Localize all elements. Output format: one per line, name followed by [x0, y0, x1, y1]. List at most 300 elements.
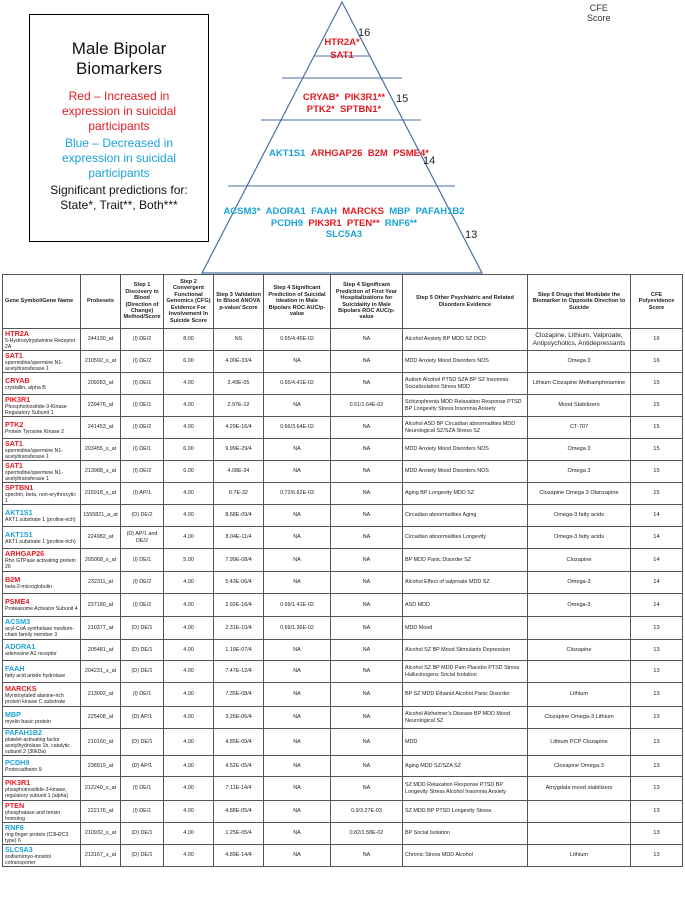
cell-step3: 4.85E-09/4	[214, 729, 264, 756]
cell-step3: 8.68E-09/4	[214, 505, 264, 527]
cell-step3: 3.26E-06/4	[214, 707, 264, 729]
cell-step2: 4.00	[164, 617, 214, 640]
cell-step1: (I) DE/1	[121, 801, 164, 823]
cell-step4b: NA	[331, 707, 403, 729]
cell-step1: (I) DE/2	[121, 329, 164, 351]
cell-gene	[3, 505, 81, 527]
cell-step6: Omega 3	[528, 461, 631, 483]
pyramid-tier-row	[216, 206, 472, 218]
cell-step1: (D) AP/1 and DE/2	[121, 527, 164, 549]
cell-gene	[3, 823, 81, 845]
table-row	[3, 395, 683, 417]
cell-gene	[3, 483, 81, 505]
gene-symbol: PAFAH1B2	[5, 728, 43, 737]
cell-step2: 4.00	[164, 483, 214, 505]
cell-step2: 5.00	[164, 549, 214, 572]
cell-probeset: 224982_at	[81, 527, 121, 549]
cell-step2: 4.00	[164, 729, 214, 756]
pyramid-gene: PTEN**	[346, 217, 380, 229]
cell-step5: SZ MDD BP PTSD Longevity Stress	[403, 801, 528, 823]
cell-step6: Omega-3 fatty acids	[528, 505, 631, 527]
cell-gene	[3, 661, 81, 683]
cell-gene	[3, 594, 81, 617]
gene-name: acyl-CoA synthetase medium-chain family member 3	[5, 626, 74, 638]
pyramid-gene: PAFAH1B2	[415, 206, 465, 217]
gene-symbol: MARCKS	[5, 683, 37, 693]
cell-step1: (D) DE/1	[121, 845, 164, 867]
cell-probeset: 222176_at	[81, 801, 121, 823]
cell-cfe: 13	[631, 617, 683, 640]
cell-gene	[3, 801, 81, 823]
cell-cfe: 13	[631, 683, 683, 707]
pyramid-tier-row	[292, 36, 392, 49]
cell-cfe: 14	[631, 505, 683, 527]
cell-cfe: 13	[631, 777, 683, 801]
table-row	[3, 461, 683, 483]
table-header-cell: Step 4 Significant Prediction of First Year Hospitalizations for Suicidality in Male Bipolars ROC AUC/p-value	[331, 275, 403, 329]
cell-step4a: NA	[264, 823, 331, 845]
cell-gene	[3, 351, 81, 373]
gene-name: AKT1 substrate 1 (proline-rich)	[5, 538, 76, 545]
gene-name: phosphoinositide-3-kinase, regulatory subunit 1 (alpha)	[5, 786, 69, 799]
cell-step1: (D) DE/1	[121, 640, 164, 661]
gene-name: platelet-activating factor acetylhydrolase 1b, catalytic subunit 2 (30kDa)	[5, 737, 70, 755]
gene-name: fatty acid amide hydrolase	[5, 672, 66, 679]
cell-step4b: NA	[331, 439, 403, 461]
legend-sig-line: Significant predictions for:	[50, 183, 188, 197]
table-row	[3, 801, 683, 823]
cell-probeset: 210592_s_at	[81, 351, 121, 373]
gene-name: AKT1 substrate 1 (proline-rich)	[5, 516, 76, 523]
cell-step1: (D) DE/1	[121, 729, 164, 756]
cell-step6	[528, 801, 631, 823]
cell-step4b: NA	[331, 351, 403, 373]
table-row	[3, 617, 683, 640]
cell-cfe: 14	[631, 549, 683, 572]
cell-step1: (I) DE/2	[121, 417, 164, 439]
cell-step1: (D) AP/1	[121, 707, 164, 729]
cell-step4b: NA	[331, 729, 403, 756]
cell-step4b: 0.9/3.27E-03	[331, 801, 403, 823]
pyramid-gene: B2M	[367, 148, 388, 159]
cell-step1: (I) AP/1	[121, 483, 164, 505]
cfe-label-line2: Score	[587, 13, 611, 23]
cell-gene	[3, 572, 81, 594]
cell-step4a: 0.69/1.36E-02	[264, 617, 331, 640]
cell-cfe: 13	[631, 756, 683, 777]
cell-probeset: 204231_s_at	[81, 661, 121, 683]
cell-step5: BP MDD Panic Disorder SZ	[403, 549, 528, 572]
cell-probeset: 232311_at	[81, 572, 121, 594]
pyramid-tier-score: 16	[358, 27, 371, 39]
cell-step2: 4.00	[164, 845, 214, 867]
gene-symbol: AKT1S1	[5, 507, 33, 517]
cell-gene	[3, 777, 81, 801]
pyramid-gene: SLC5A3	[325, 229, 363, 240]
pyramid-gene: RNF6**	[384, 217, 418, 229]
pyramid-tier-score: 14	[423, 155, 436, 167]
cell-step6: Omega 3	[528, 439, 631, 461]
pyramid-tier-row	[216, 218, 472, 230]
pyramid-gene: ACSM3*	[223, 206, 261, 217]
table-row	[3, 483, 683, 505]
cell-step3: 7.35E-08/4	[214, 683, 264, 707]
cell-step2: 4.00	[164, 801, 214, 823]
pyramid-gene: MBP	[389, 206, 411, 217]
pyramid-gene: PCDH9	[270, 217, 304, 229]
gene-symbol: ARHGAP26	[5, 549, 45, 558]
gene-symbol: ADORA1	[5, 642, 36, 651]
cell-step6: Omega-3	[528, 594, 631, 617]
cell-step6: Amygdala mood stabilizers	[528, 777, 631, 801]
cell-step5: MDD Anxiety Mood Disorders NOS	[403, 439, 528, 461]
pyramid-gene: FAAH	[311, 206, 337, 217]
cell-step3: 4.88E-05/4	[214, 801, 264, 823]
cell-step6: Clozapine Omega-3	[528, 756, 631, 777]
cell-step3: 4.00E-33/4	[214, 351, 264, 373]
cell-cfe: 16	[631, 351, 683, 373]
table-row	[3, 594, 683, 617]
cell-step1: (D) AP/1	[121, 756, 164, 777]
cell-step3: 7.99E-08/4	[214, 549, 264, 572]
gene-name: spermidine/spermine N1-acetyltransferase 1	[5, 359, 63, 372]
cell-step2: 4.00	[164, 756, 214, 777]
pyramid-tier-row	[292, 49, 392, 62]
cell-step4b: NA	[331, 527, 403, 549]
table-row	[3, 329, 683, 351]
cell-probeset: 203455_s_at	[81, 439, 121, 461]
cell-step5: Circadian abnormalities Aging	[403, 505, 528, 527]
cell-step1: (D) DE/2	[121, 505, 164, 527]
table-row	[3, 845, 683, 867]
cell-step1: (I) DE/1	[121, 395, 164, 417]
pyramid-gene: ADORA1	[265, 206, 306, 217]
table-header-cell: Gene Symbol/Gene Name	[3, 275, 81, 329]
cell-step5: ASD MDD	[403, 594, 528, 617]
cell-cfe: 15	[631, 483, 683, 505]
biomarker-table	[2, 274, 683, 867]
cell-step5: MDD	[403, 729, 528, 756]
cell-step2: 8.00	[164, 329, 214, 351]
table-header-cell: Step 6 Drugs that Modulate the Biomarker in Opposite Direction to Suicide	[528, 275, 631, 329]
pyramid-gene: PTK2*	[306, 104, 335, 115]
cell-gene	[3, 756, 81, 777]
table-row	[3, 661, 683, 683]
cell-step4a: NA	[264, 461, 331, 483]
cell-step1: (I) DE/2	[121, 572, 164, 594]
cell-step4a: NA	[264, 395, 331, 417]
cell-cfe: 13	[631, 640, 683, 661]
cell-step4b: NA	[331, 549, 403, 572]
gene-symbol: CRYAB	[5, 375, 30, 385]
cell-gene	[3, 329, 81, 351]
cell-step2: 4.00	[164, 594, 214, 617]
gene-name: crystallin, alpha B	[5, 384, 46, 391]
cell-step4b: NA	[331, 505, 403, 527]
cell-step3: 2.92E-16/4	[214, 594, 264, 617]
cell-step3: 6.7E-32	[214, 483, 264, 505]
table-row	[3, 729, 683, 756]
cell-step1: (I) DE/2	[121, 594, 164, 617]
cell-step1: (I) DE/2	[121, 461, 164, 483]
cell-probeset: 225408_at	[81, 707, 121, 729]
pyramid-tier-row	[216, 229, 472, 241]
cell-step1: (I) DE/1	[121, 549, 164, 572]
legend-blue-line: expression in suicidal	[61, 151, 177, 165]
cell-step2: 4.00	[164, 640, 214, 661]
gene-name: Phosphoinositide-3-Kinase Regulatory Subunit 1	[5, 403, 67, 416]
cell-step4a: NA	[264, 756, 331, 777]
table-row	[3, 683, 683, 707]
pyramid-gene: PIK3R1**	[344, 92, 386, 103]
cell-step2: 4.00	[164, 661, 214, 683]
cell-step5: BP Social Isolation	[403, 823, 528, 845]
cell-step4b: 0.82/1.58E-02	[331, 823, 403, 845]
pyramid-gene: SAT1	[330, 50, 354, 61]
gene-symbol: SPTBN1	[5, 482, 34, 492]
cfe-score-label	[587, 3, 611, 23]
gene-symbol: SAT1	[5, 438, 23, 448]
cell-step5: Autism Alcohol PTSD SZA BP SZ Insomnia Socialisolation Stress MDD	[403, 373, 528, 395]
gene-symbol: B2M	[5, 574, 21, 584]
cell-step5: Schizophrenia MDD Relaxation Response PTSD BP Longevity Stress Insomnia Anxiety	[403, 395, 528, 417]
pyramid-tier-13	[216, 206, 472, 241]
cell-step5: Aging MDD SZ/SZA SZ	[403, 756, 528, 777]
cell-step3: 4.89E-14/4	[214, 845, 264, 867]
gene-symbol: SAT1	[5, 350, 23, 360]
table-row	[3, 640, 683, 661]
table-row	[3, 439, 683, 461]
cell-step3: 2.31E-10/4	[214, 617, 264, 640]
cell-step6: Omega-3 fatty acids	[528, 527, 631, 549]
cell-step1: (I) DE/1	[121, 683, 164, 707]
gene-symbol: MBP	[5, 709, 21, 719]
cell-step5: Alcohol Alzheimer's Disease BP MDD Mood Neurological SZ	[403, 707, 528, 729]
cell-gene	[3, 845, 81, 867]
table-header-cell: Step 3 Validation in Blood ANOVA p-value/ Score	[214, 275, 264, 329]
table-header-row	[3, 275, 683, 329]
table-header-cell: Step 1 Discovery in Blood (Direction of Change) Method/Score	[121, 275, 164, 329]
gene-symbol: PTEN	[5, 800, 25, 810]
cell-step6: Omega 3	[528, 351, 631, 373]
cell-step4a: NA	[264, 549, 331, 572]
cell-cfe: 15	[631, 395, 683, 417]
cell-cfe: 13	[631, 823, 683, 845]
cell-step4a: NA	[264, 777, 331, 801]
cell-step3: 4.29E-16/4	[214, 417, 264, 439]
cell-probeset: 212240_s_at	[81, 777, 121, 801]
table-row	[3, 823, 683, 845]
pyramid-gene: PIK3R1	[308, 217, 342, 229]
cell-step5: Circadian abnormalities Longevity	[403, 527, 528, 549]
cell-step1: (I) DE/1	[121, 439, 164, 461]
cell-step4b: NA	[331, 417, 403, 439]
pyramid-tier-score: 15	[396, 93, 409, 105]
cell-step4a: NA	[264, 707, 331, 729]
pyramid-tier-row	[282, 104, 406, 116]
gene-name: Proteasome Activator Subunit 4	[5, 606, 78, 612]
cell-probeset: 205481_at	[81, 640, 121, 661]
cell-gene	[3, 729, 81, 756]
cell-probeset: 237180_at	[81, 594, 121, 617]
gene-name: beta-2-microglobulin	[5, 583, 52, 590]
cell-step2: 4.00	[164, 777, 214, 801]
cell-gene	[3, 683, 81, 707]
cell-step2: 4.00	[164, 707, 214, 729]
cell-step5: Alcohol Anxiety BP MDD SZ OCD	[403, 329, 528, 351]
cell-step3: 4.08E-34	[214, 461, 264, 483]
cell-step5: Alcohol SZ BP MDD Pain Placebo PTSD Stress Hallucinogens Social Isolation	[403, 661, 528, 683]
cell-probeset: 215918_s_at	[81, 483, 121, 505]
cell-step4a: NA	[264, 439, 331, 461]
pyramid-gene: AKT1S1	[269, 148, 306, 159]
legend-red-line: participants	[88, 119, 150, 133]
legend-blue-line: Blue – Decreased in	[64, 136, 174, 150]
legend-red-line: expression in suicidal	[61, 104, 177, 118]
cell-step3: 3.49E-05	[214, 373, 264, 395]
cell-step6: Clozapine Omega 3 Olanzapine	[528, 483, 631, 505]
cell-cfe: 15	[631, 417, 683, 439]
cell-step3: 8.04E-11/4	[214, 527, 264, 549]
table-row	[3, 707, 683, 729]
gene-symbol: PCDH9	[5, 758, 30, 767]
cell-step4b: NA	[331, 640, 403, 661]
cell-step4b: NA	[331, 594, 403, 617]
pyramid-gene: SPTBN1*	[340, 104, 382, 115]
cell-probeset: 213988_s_at	[81, 461, 121, 483]
cell-step5: Alcohol ASD BP Circadian abnormalities MDD Neurological SZ/SZA Stress SZ	[403, 417, 528, 439]
cell-probeset: 213002_at	[81, 683, 121, 707]
gene-symbol: SLC5A3	[5, 844, 33, 854]
cell-cfe: 15	[631, 461, 683, 483]
cell-step6: Lithium PCP Clozapine	[528, 729, 631, 756]
cell-gene	[3, 617, 81, 640]
cell-step3: 7.47E-12/4	[214, 661, 264, 683]
gene-symbol: HTR2A	[5, 328, 29, 338]
cell-step2: 6.00	[164, 351, 214, 373]
cell-step5: Chronic Stress MDD Alcohol	[403, 845, 528, 867]
cell-step4a: 0.65/4.45E-02	[264, 329, 331, 351]
cell-step5: Alcohol Effect of valproate MDD SZ	[403, 572, 528, 594]
cell-cfe: 15	[631, 373, 683, 395]
cell-step5: BP SZ MDD Ethanol Alcohol Panic Disorder	[403, 683, 528, 707]
cell-probeset: 238919_at	[81, 756, 121, 777]
gene-name: Myristoylated alanine-rich protein kinase C substrate	[5, 692, 66, 705]
cell-step1: (I) DE/1	[121, 777, 164, 801]
cell-step4b: NA	[331, 777, 403, 801]
pyramid-gene: PSME4*	[393, 148, 429, 159]
cell-step1: (D) DE/1	[121, 617, 164, 640]
table-row	[3, 417, 683, 439]
cell-probeset: 1555821_a_at	[81, 505, 121, 527]
cell-cfe: 14	[631, 572, 683, 594]
cell-probeset: 244130_at	[81, 329, 121, 351]
table-header-cell: Probesets	[81, 275, 121, 329]
cell-step4a: 0.66/3.64E-02	[264, 417, 331, 439]
cell-cfe: 15	[631, 439, 683, 461]
cell-step3: 4.52E-05/4	[214, 756, 264, 777]
cell-step6	[528, 617, 631, 640]
cell-step6: Omega-3	[528, 572, 631, 594]
cell-step6	[528, 661, 631, 683]
gene-name: spectrin, beta, non-erythrocytic 1	[5, 491, 76, 504]
cell-probeset: 209283_at	[81, 373, 121, 395]
cell-step4a: NA	[264, 640, 331, 661]
cell-step6: Clozapine	[528, 549, 631, 572]
cell-step2: 6.00	[164, 439, 214, 461]
cell-gene	[3, 707, 81, 729]
gene-name: Protocadherin 9	[5, 767, 42, 773]
pyramid-tier-row	[282, 92, 409, 105]
cell-probeset: 210377_at	[81, 617, 121, 640]
table-row	[3, 373, 683, 395]
pyramid-tier-14	[254, 148, 444, 160]
cell-step4b: 0.51/1.64E-02	[331, 395, 403, 417]
cell-cfe: 14	[631, 527, 683, 549]
cell-step4a: NA	[264, 505, 331, 527]
cell-step1: (I) DE/1	[121, 373, 164, 395]
cell-probeset: 210160_at	[81, 729, 121, 756]
gene-name: phosphatase and tensin homolog	[5, 809, 61, 822]
cell-step4b: NA	[331, 483, 403, 505]
legend-blue-line: participants	[88, 166, 150, 180]
gene-name: Protein Tyrosine Kinase 2	[5, 428, 65, 435]
cell-step4a: NA	[264, 801, 331, 823]
cell-cfe: 13	[631, 707, 683, 729]
gene-name: sodium/myo-inositol cotransporter	[5, 853, 51, 866]
table-header-cell: Step 4 Significant Prediction of Suicidal Ideation in Male Bipolars ROC AUC/p-value	[264, 275, 331, 329]
cell-step6: Clozapine Omega-3 Lithium	[528, 707, 631, 729]
cell-step3: 2.97E-12	[214, 395, 264, 417]
cell-step4b: NA	[331, 683, 403, 707]
cell-step6: Lithium	[528, 683, 631, 707]
gene-name: myelin basic protein	[5, 718, 51, 725]
cell-step4a: NA	[264, 527, 331, 549]
cell-probeset: 241453_at	[81, 417, 121, 439]
cfe-label-line1: CFE	[589, 3, 608, 13]
table-row	[3, 505, 683, 527]
cell-step4b: NA	[331, 461, 403, 483]
cell-step5: MDD Anxiety Mood Disorders NOS	[403, 461, 528, 483]
cell-step4b: NA	[331, 329, 403, 351]
table-header-cell: Step 2 Convergent Functional Genomics (CFG) Evidence For Involvement In Suicide Score	[164, 275, 214, 329]
cell-step6: CT-707	[528, 417, 631, 439]
table-row	[3, 572, 683, 594]
cell-cfe: 14	[631, 594, 683, 617]
cell-step5: Alcohol SZ BP Mood Stimulants Depression	[403, 640, 528, 661]
cell-step6: Clozapine	[528, 640, 631, 661]
cell-step6: Mood Stabilizers	[528, 395, 631, 417]
legend-title-line1: Male Bipolar	[71, 39, 167, 58]
cell-step3: 5.43E-06/4	[214, 572, 264, 594]
table-body	[3, 329, 683, 867]
cell-step2: 6.00	[164, 461, 214, 483]
cell-cfe: 13	[631, 661, 683, 683]
gene-name: ring finger protein (C3H2C3 type) 6	[5, 831, 69, 844]
cell-step4b: NA	[331, 617, 403, 640]
cell-step6: Lithium	[528, 845, 631, 867]
gene-symbol: SAT1	[5, 460, 23, 470]
cell-probeset: 239476_at	[81, 395, 121, 417]
cell-step2: 4.00	[164, 373, 214, 395]
gene-name: Rho GTPase activating protein 26	[5, 558, 76, 570]
pyramid-gene: MARCKS	[342, 206, 384, 217]
cell-gene	[3, 549, 81, 572]
cell-step6: Lithium Clozapine Methamphetamine	[528, 373, 631, 395]
table-header-cell: CFE Polyevidence Score	[631, 275, 683, 329]
table-row	[3, 756, 683, 777]
cell-step4a: 0.65/4.41E-02	[264, 373, 331, 395]
